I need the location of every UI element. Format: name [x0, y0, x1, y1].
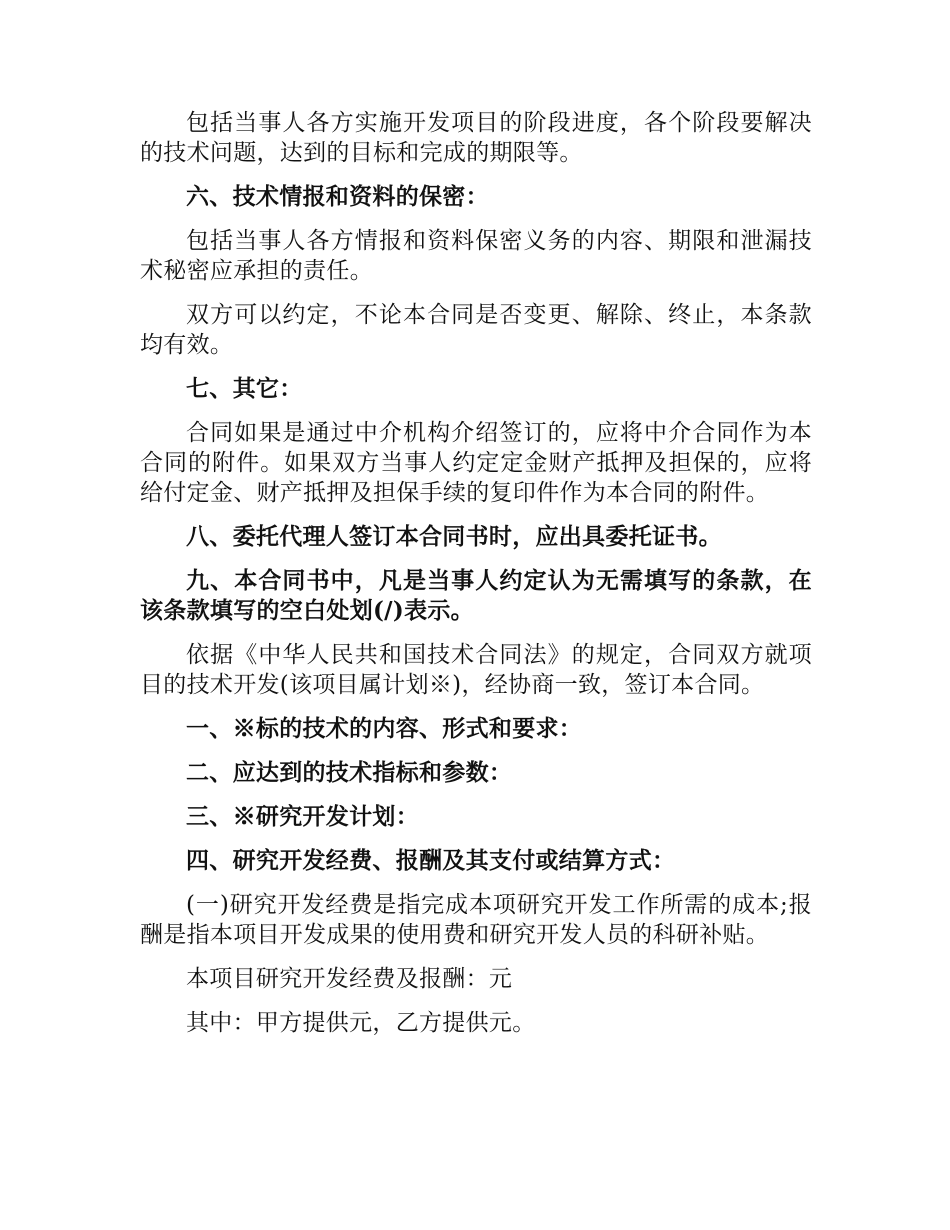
paragraph-stage-progress: 包括当事人各方实施开发项目的阶段进度，各个阶段要解决的技术问题，达到的目标和完成的期限等。 — [140, 110, 812, 166]
paragraph-attachments: 合同如果是通过中介机构介绍签订的，应将中介合同作为本合同的附件。如果双方当事人约定定金财产抵押及担保的，应将给付定金、财产抵押及担保手续的复印件作为本合同的附件。 — [140, 420, 812, 506]
paragraph-funding-definition: (一)研究开发经费是指完成本项研究开发工作所需的成本;报酬是指本项目开发成果的使用费和研究开发人员的科研补贴。 — [140, 892, 812, 948]
paragraph-contract-basis: 依据《中华人民共和国技术合同法》的规定，合同双方就项目的技术开发(该项目属计划※)，经协商一致，签订本合同。 — [140, 642, 812, 698]
paragraph-funding-split: 其中：甲方提供元，乙方提供元。 — [186, 1010, 536, 1036]
paragraph-funding-amount: 本项目研究开发经费及报酬：元 — [186, 966, 513, 992]
paragraph-clause-validity: 双方可以约定，不论本合同是否变更、解除、终止，本条款均有效。 — [140, 302, 812, 358]
heading-agent-certificate: 八、委托代理人签订本合同书时，应出具委托证书。 — [186, 523, 722, 550]
heading-section-1: 一、※标的技术的内容、形式和要求： — [186, 715, 583, 742]
heading-section-4: 四、研究开发经费、报酬及其支付或结算方式： — [186, 847, 676, 874]
heading-blank-clauses: 九、本合同书中，凡是当事人约定认为无需填写的条款，在该条款填写的空白处划(/)表示。 — [140, 567, 812, 624]
heading-confidentiality: 六、技术情报和资料的保密： — [186, 183, 489, 210]
document-page — [140, 108, 812, 1052]
heading-section-3: 三、※研究开发计划： — [186, 803, 419, 830]
heading-other: 七、其它： — [186, 375, 303, 402]
paragraph-confidentiality-obligations: 包括当事人各方情报和资料保密义务的内容、期限和泄漏技术秘密应承担的责任。 — [140, 228, 812, 284]
heading-section-2: 二、应达到的技术指标和参数： — [186, 759, 513, 786]
